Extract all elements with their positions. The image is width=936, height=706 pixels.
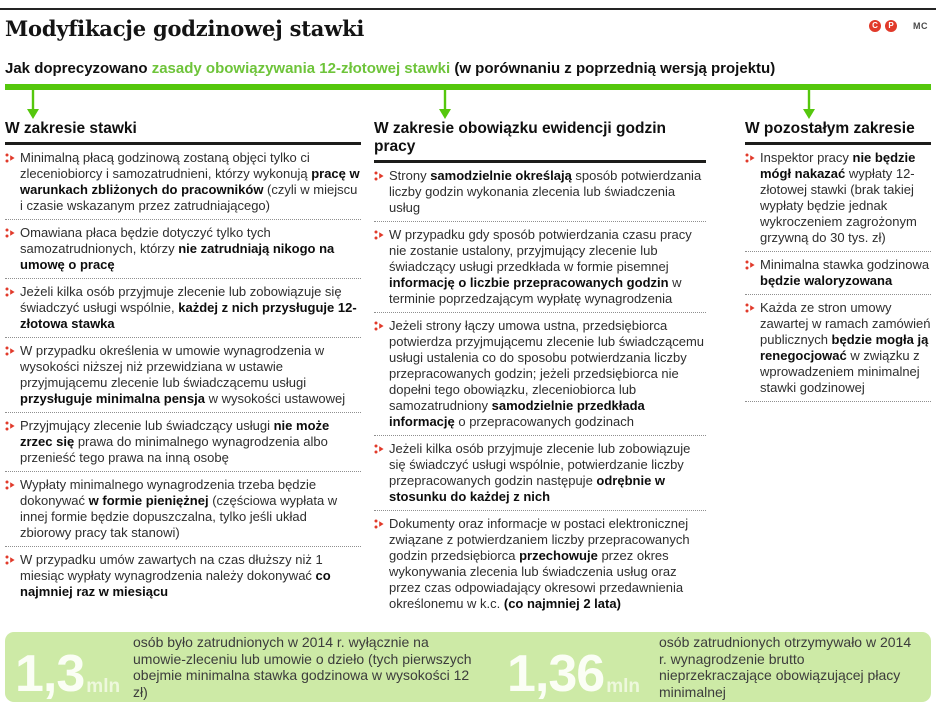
bullet-icon: [374, 170, 384, 182]
list-item-text: Strony samodzielnie określają sposób potwierdzania liczby godzin wykonania zlecenia lub świadczenia usług: [389, 168, 702, 215]
list-item: [5, 220, 361, 279]
bullet-icon: [374, 320, 384, 332]
stat-value: 1,36: [507, 645, 605, 704]
top-rule: [0, 8, 936, 10]
list-item-text: Każda ze stron umowy zawartej w ramach zamówień publicznych będzie mogła ją renegocjować w związku z wprowadzeniem minimalnej stawki godzinowej: [760, 300, 931, 395]
column-heading: W pozostałym zakresie: [745, 120, 931, 145]
list-item: [5, 413, 361, 472]
page-title: Modyfikacje godzinowej stawki: [5, 16, 365, 41]
down-arrow-icon: [800, 90, 818, 120]
list-item: [374, 436, 706, 511]
list-item-text: Jeżeli kilka osób przyjmuje zlecenie lub zobowiązuje się świadczyć usługi wspólnie, każdej z nich przysługuje 12-złotowa stawka: [20, 284, 357, 331]
list-item: [745, 145, 931, 252]
bullet-icon: [745, 259, 755, 271]
list-item: [5, 338, 361, 413]
item-list: [745, 145, 931, 402]
bullet-icon: [5, 479, 15, 491]
list-item-text: Wypłaty minimalnego wynagrodzenia trzeba będzie dokonywać w formie pieniężnej (częściowa wypłata w innej formie będzie dopuszczalna, tylko jeśli układ zbiorowy pracy tak stanowi): [20, 477, 338, 540]
list-item: [5, 279, 361, 338]
columns: [5, 120, 931, 617]
stat-value-group: [15, 632, 133, 702]
list-item-text: W przypadku umów zawartych na czas dłuższy niż 1 miesiąc wypłaty wynagrodzenia należy dokonywać co najmniej raz w miesiącu: [20, 552, 331, 599]
list-item-text: Jeżeli strony łączy umowa ustna, przedsiębiorca potwierdza przyjmującemu zlecenie lub świadczącemu usługi ustalenia co do sposobu potwierdzania liczby przepracowanych godzin; jeżeli przedsiębiorca nie dopełni tego obowiązku, zleceniobiorca lub samozatrudniony samodzielnie przedkłada informację o przepracowanych godzinach: [389, 318, 705, 429]
list-item-text: Jeżeli kilka osób przyjmuje zlecenie lub zobowiązuje się świadczyć usługi wspólnie, potwierdzanie liczby przepracowanych godzin następuje odrębnie w stosunku do każdej z nich: [389, 441, 691, 504]
phonogram-icon: P: [885, 20, 897, 32]
accent-bar: [5, 84, 931, 90]
list-item: [5, 145, 361, 220]
list-item: [374, 163, 706, 222]
stats-panel: [5, 632, 931, 702]
stat-text: osób było zatrudnionych w 2014 r. wyłącznie na umowie-zleceniu lub umowie o dzieło (tych pierwszych obejmie minimalna stawka godzinowa w wysokości 12 zł): [133, 634, 472, 700]
list-item: [745, 252, 931, 295]
column-heading: W zakresie stawki: [5, 120, 361, 145]
bullet-icon: [5, 227, 15, 239]
list-item-text: Przyjmujący zlecenie lub świadczący usługi nie może zrzec się prawa do minimalnego wynagrodzenia albo przenieść tego prawa na inną osobę: [20, 418, 330, 465]
list-item: [5, 472, 361, 547]
down-arrow-icon: [24, 90, 42, 120]
list-item: [374, 222, 706, 313]
column-pozostale: [745, 120, 931, 617]
stat-value-group: [507, 632, 659, 702]
subtitle: [5, 60, 775, 77]
bullet-icon: [374, 443, 384, 455]
list-item-text: Minimalna stawka godzinowa będzie waloryzowana: [760, 257, 930, 288]
list-item: [5, 547, 361, 605]
list-item-text: Inspektor pracy nie będzie mógł nakazać wypłaty 12-złotowej stawki (brak takiej wypłaty będzie jednak wykroczeniem zagrożonym grzywną do 30 tys. zł): [760, 150, 917, 245]
column-ewidencja: [374, 120, 706, 617]
item-list: [5, 145, 361, 605]
list-item-text: Minimalną płacą godzinową zostaną objęci tylko ci zleceniobiorcy i samozatrudnieni, którzy wykonują pracę w warunkach zbliżonych do pracowników (czyli w miejscu i czasie wskazanym przez zatrudniającego): [20, 150, 360, 213]
list-item-text: Dokumenty oraz informacje w postaci elektronicznej związane z potwierdzaniem liczby przepracowanych godzin przedsiębiorca przechowuje przez okres wykonywania zlecenia lub świadczenia usług oraz przez czas odpowiadający okresowi przedawnienia określonemu w k.c. (co najmniej 2 lata): [389, 516, 690, 611]
bullet-icon: [5, 152, 15, 164]
bullet-icon: [5, 345, 15, 357]
bullet-icon: [5, 420, 15, 432]
stat-unit: mln: [86, 676, 121, 697]
stat-value: 1,3: [15, 645, 85, 704]
subtitle-suffix: (w porównaniu z poprzednią wersją projektu): [450, 60, 776, 77]
stat-unit: mln: [606, 676, 640, 697]
list-item-text: W przypadku określenia w umowie wynagrodzenia w wysokości niższej niż przewidziana w ustawie przyjmującemu zlecenie lub świadczącemu usługi przysługuje minimalna pensja w wysokości ustawowej: [20, 343, 346, 406]
down-arrow-icon: [436, 90, 454, 120]
bullet-icon: [374, 229, 384, 241]
subtitle-prefix: Jak doprecyzowano: [5, 60, 152, 77]
column-stawka: [5, 120, 361, 617]
list-item-text: Omawiana płaca będzie dotyczyć tylko tych samozatrudnionych, którzy nie zatrudniają nikogo na umowę o pracę: [20, 225, 335, 272]
header-credits: [869, 20, 928, 32]
bullet-icon: [5, 286, 15, 298]
copyright-icon: C: [869, 20, 881, 32]
list-item: [374, 313, 706, 436]
list-item-text: W przypadku gdy sposób potwierdzania czasu pracy nie zostanie ustalony, przyjmujący zlecenie lub świadczący usługi przedkłada w formie pisemnej informację o liczbie przepracowanych godzin w terminie poprzedzającym wypłatę wynagrodzenia: [389, 227, 692, 306]
item-list: [374, 163, 706, 617]
stat-text: osób zatrudnionych otrzymywało w 2014 r. wynagrodzenie brutto nieprzekraczające obowiązującej płacy minimalnej: [659, 634, 912, 700]
bullet-icon: [745, 302, 755, 314]
credit-label: MC: [913, 21, 928, 31]
bullet-icon: [374, 518, 384, 530]
column-heading: W zakresie obowiązku ewidencji godzin pracy: [374, 120, 706, 163]
subtitle-highlight: zasady obowiązywania 12-złotowej stawki: [151, 60, 451, 77]
list-item: [374, 511, 706, 617]
bullet-icon: [5, 554, 15, 566]
bullet-icon: [745, 152, 755, 164]
list-item: [745, 295, 931, 402]
